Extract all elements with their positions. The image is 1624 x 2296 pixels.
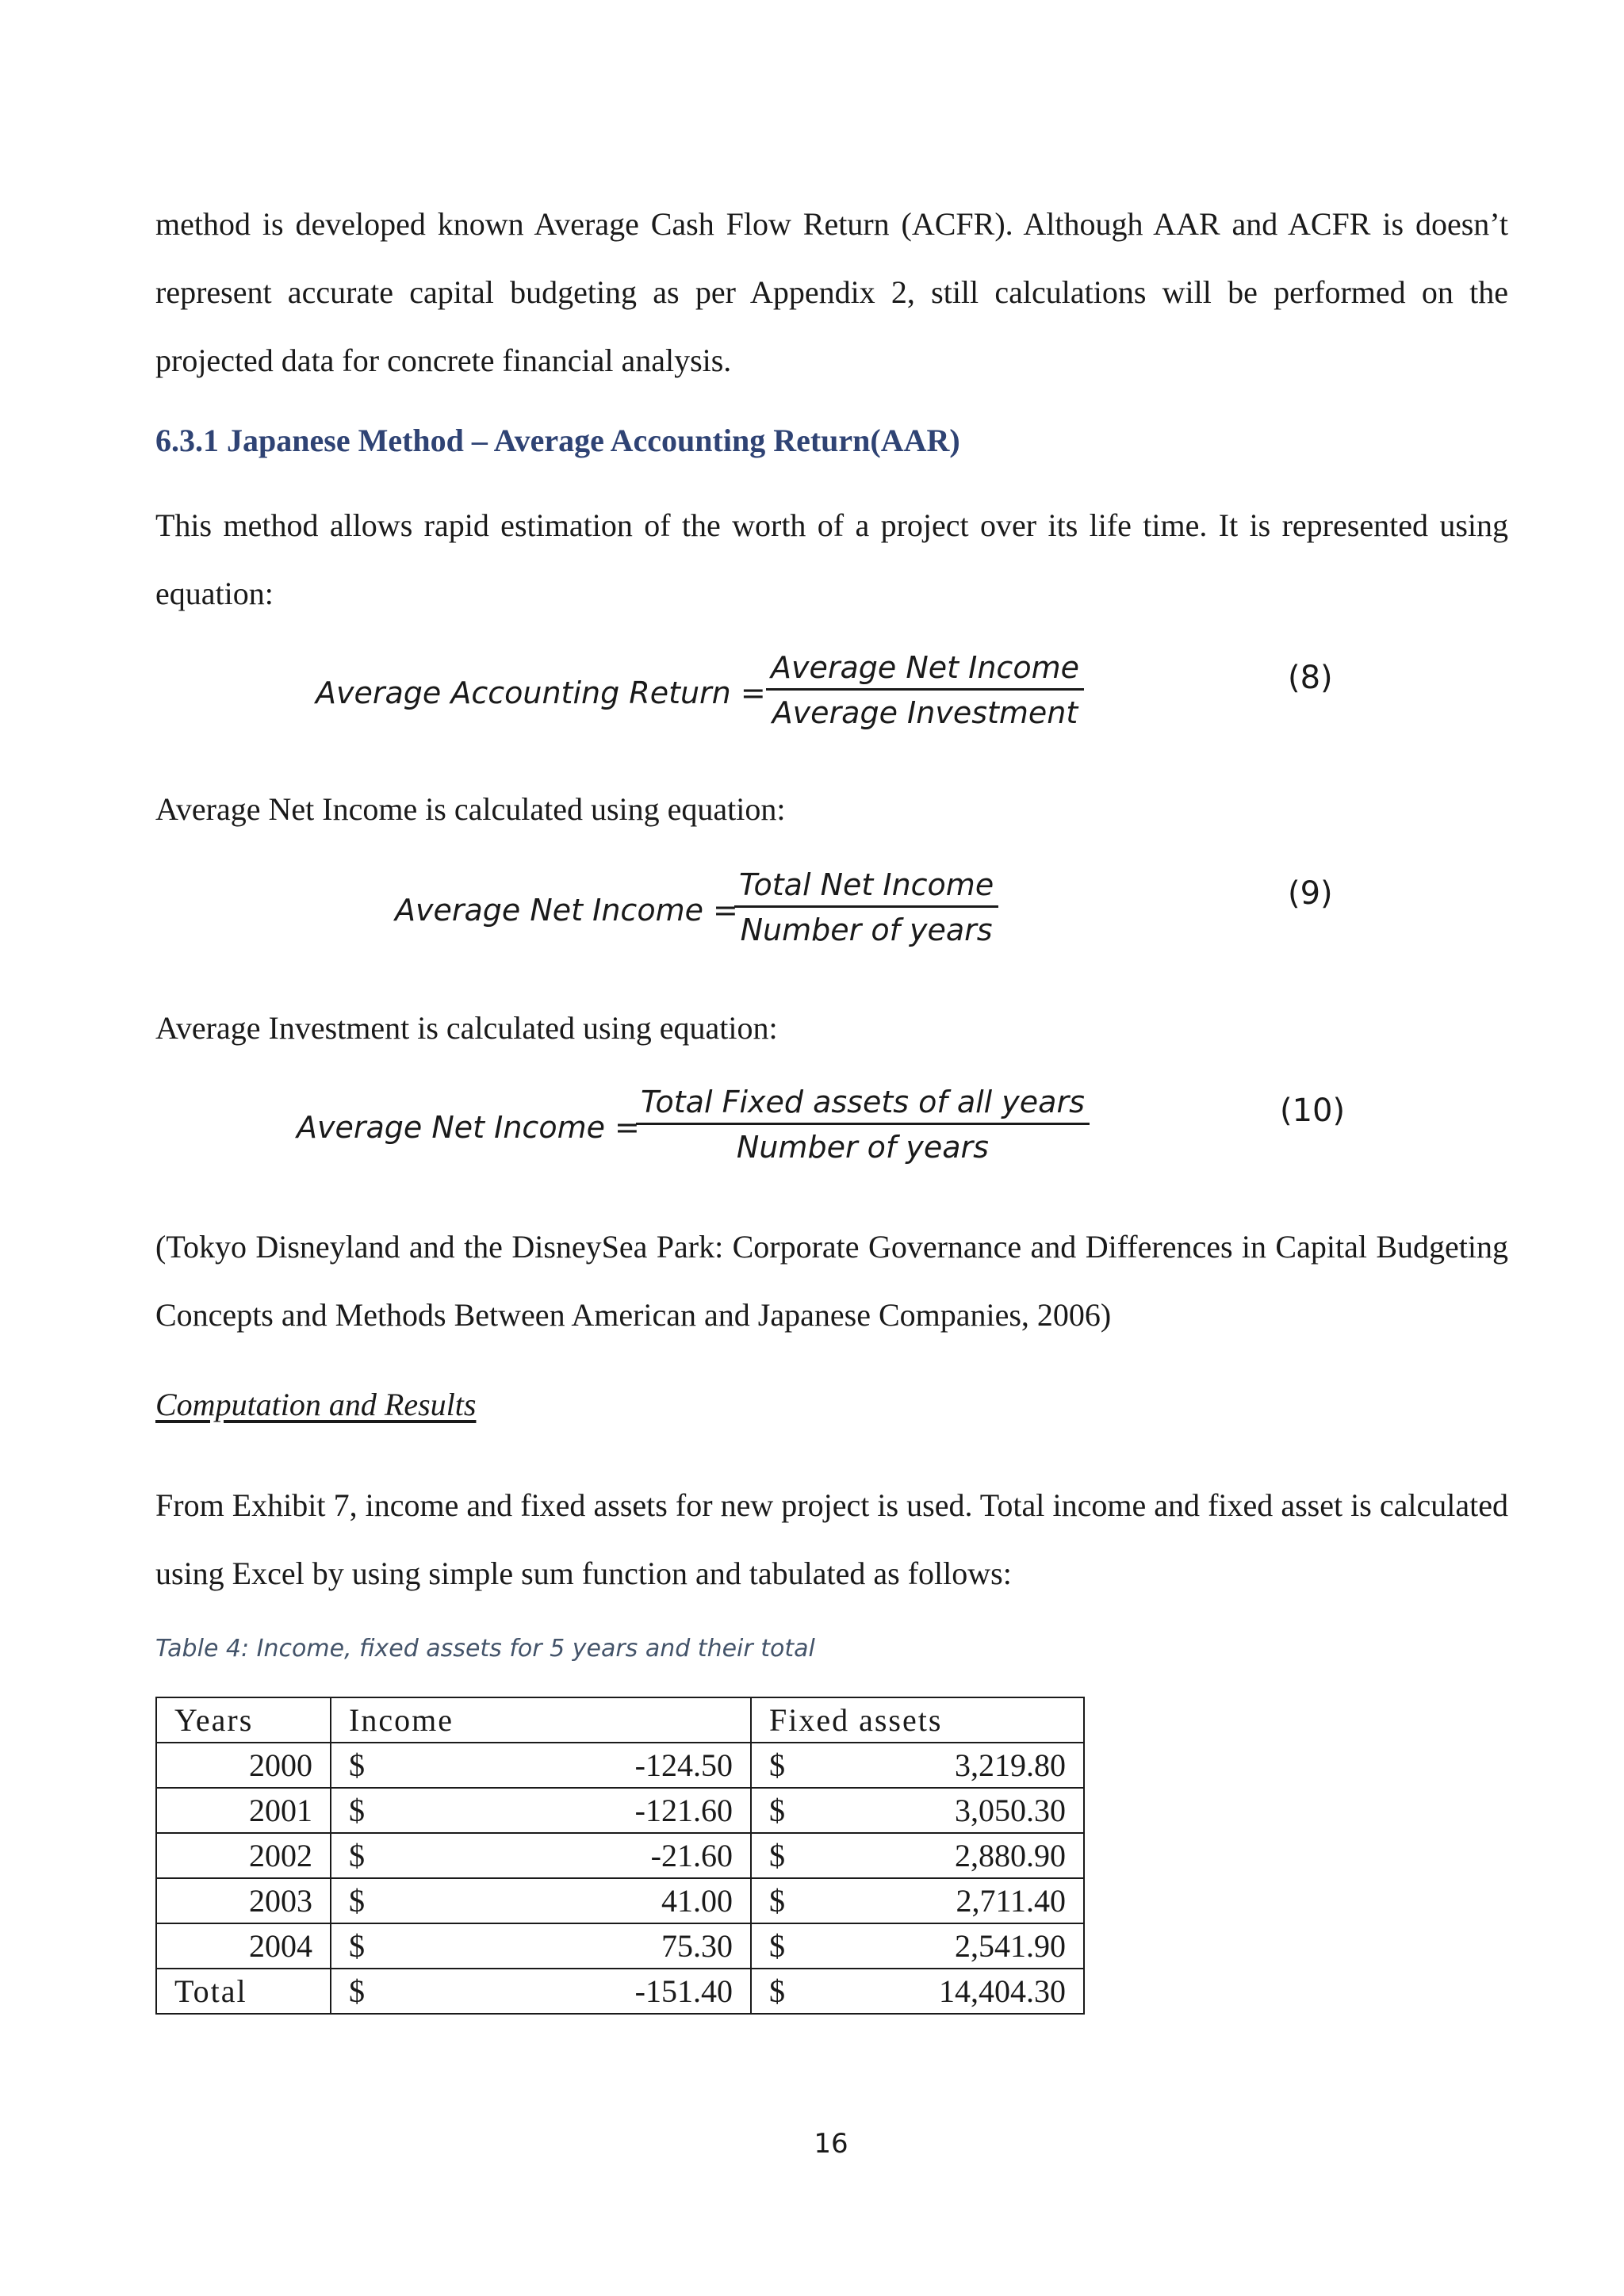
row-fixed-currency: $ bbox=[751, 1743, 802, 1788]
table-header-row bbox=[156, 1697, 1084, 1743]
row-income: -21.60 bbox=[382, 1833, 751, 1878]
equation-9-fraction bbox=[734, 867, 998, 947]
row-year: 2003 bbox=[156, 1878, 331, 1923]
row-year: 2001 bbox=[156, 1788, 331, 1833]
citation: (Tokyo Disneyland and the DisneySea Park: Corporate Governance and Differences in Capital Budgeting Concepts and Methods Between American and Japanese Companies, 2006) bbox=[155, 1229, 1508, 1333]
row-income-currency: $ bbox=[331, 1788, 382, 1833]
equation-9-denominator: Number of years bbox=[740, 913, 993, 947]
equation-10-numerator: Total Fixed assets of all years bbox=[636, 1085, 1090, 1125]
total-income: -151.40 bbox=[382, 1969, 751, 2014]
row-fixed-assets: 3,050.30 bbox=[802, 1788, 1084, 1833]
total-fixed-currency: $ bbox=[751, 1969, 802, 2014]
row-year: 2004 bbox=[156, 1923, 331, 1969]
equation-10-fraction bbox=[636, 1085, 1090, 1165]
equation-8-number: (8) bbox=[1288, 660, 1333, 696]
equation-10-number: (10) bbox=[1280, 1093, 1346, 1129]
row-year: 2000 bbox=[156, 1743, 331, 1788]
table-caption: Table 4: Income, fixed assets for 5 years and their total bbox=[155, 1635, 815, 1663]
equation-8-denominator: Average Investment bbox=[772, 695, 1078, 730]
equation-9-lhs: Average Net Income = bbox=[395, 893, 738, 928]
table-row bbox=[156, 1923, 1084, 1969]
equation-8-fraction bbox=[766, 650, 1084, 730]
row-fixed-assets: 3,219.80 bbox=[802, 1743, 1084, 1788]
row-income-currency: $ bbox=[331, 1743, 382, 1788]
row-income: 75.30 bbox=[382, 1923, 751, 1969]
computation-heading: Computation and Results bbox=[155, 1387, 477, 1422]
row-fixed-assets: 2,880.90 bbox=[802, 1833, 1084, 1878]
section-description: This method allows rapid estimation of the worth of a project over its life time. It is represented using equation: bbox=[155, 507, 1508, 611]
header-years: Years bbox=[156, 1697, 331, 1743]
table-row bbox=[156, 1788, 1084, 1833]
income-fixed-assets-table bbox=[155, 1697, 1085, 2015]
row-year: 2002 bbox=[156, 1833, 331, 1878]
net-income-intro: Average Net Income is calculated using equation: bbox=[155, 791, 786, 827]
total-label: Total bbox=[156, 1969, 331, 2014]
row-fixed-currency: $ bbox=[751, 1833, 802, 1878]
equation-9-number: (9) bbox=[1288, 875, 1333, 912]
row-income: -121.60 bbox=[382, 1788, 751, 1833]
row-income-currency: $ bbox=[331, 1923, 382, 1969]
total-income-currency: $ bbox=[331, 1969, 382, 2014]
header-income: Income bbox=[331, 1697, 751, 1743]
row-income: -124.50 bbox=[382, 1743, 751, 1788]
table-total-row bbox=[156, 1969, 1084, 2014]
row-fixed-currency: $ bbox=[751, 1788, 802, 1833]
equation-10-lhs: Average Net Income = bbox=[297, 1110, 640, 1145]
equation-9-numerator: Total Net Income bbox=[734, 867, 998, 908]
page-number: 16 bbox=[814, 2128, 848, 2160]
total-fixed-assets: 14,404.30 bbox=[802, 1969, 1084, 2014]
investment-intro: Average Investment is calculated using equation: bbox=[155, 1010, 778, 1046]
section-heading: 6.3.1 Japanese Method – Average Accounting Return(AAR) bbox=[155, 423, 960, 458]
header-fixed-assets: Fixed assets bbox=[751, 1697, 1084, 1743]
row-income-currency: $ bbox=[331, 1878, 382, 1923]
row-fixed-currency: $ bbox=[751, 1923, 802, 1969]
row-fixed-assets: 2,711.40 bbox=[802, 1878, 1084, 1923]
equation-8-lhs: Average Accounting Return = bbox=[316, 675, 766, 710]
computation-paragraph: From Exhibit 7, income and fixed assets for new project is used. Total income and fixed asset is calculated using Excel by using simple sum function and tabulated as follows: bbox=[155, 1487, 1508, 1591]
row-income-currency: $ bbox=[331, 1833, 382, 1878]
table-row bbox=[156, 1833, 1084, 1878]
row-income: 41.00 bbox=[382, 1878, 751, 1923]
row-fixed-currency: $ bbox=[751, 1878, 802, 1923]
table-row bbox=[156, 1743, 1084, 1788]
table-row bbox=[156, 1878, 1084, 1923]
equation-8-numerator: Average Net Income bbox=[766, 650, 1084, 691]
row-fixed-assets: 2,541.90 bbox=[802, 1923, 1084, 1969]
intro-paragraph: method is developed known Average Cash Flow Return (ACFR). Although AAR and ACFR is doesn’t represent accurate capital budgeting as per Appendix 2, still calculations will be performed on the projected data for concrete financial analysis. bbox=[155, 206, 1508, 378]
equation-10-denominator: Number of years bbox=[736, 1130, 989, 1165]
